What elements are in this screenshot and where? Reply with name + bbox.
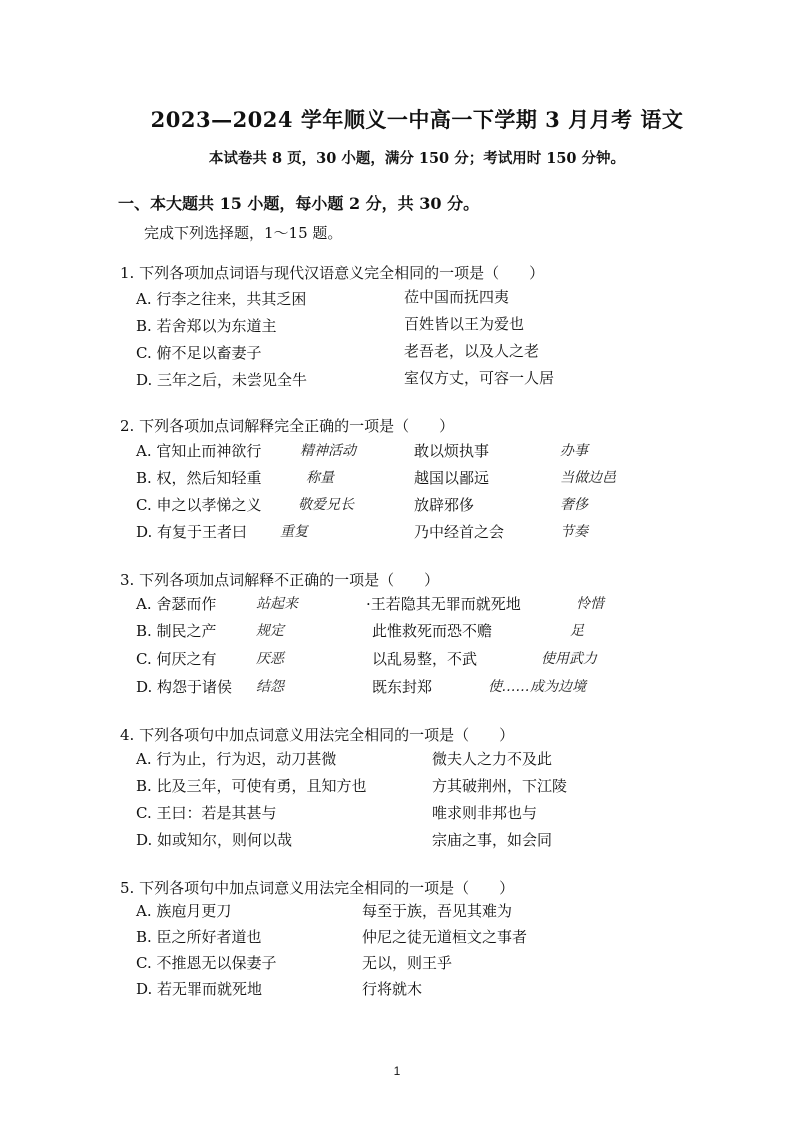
q3-option-a-note-left: 站起来 bbox=[256, 596, 298, 612]
question-1-stem: 1. 下列各项加点词语与现代汉语意义完全相同的一项是（ ） bbox=[120, 264, 545, 282]
q2-option-c-left: C. 申之以孝悌之义 bbox=[136, 496, 262, 514]
q3-option-b-left: B. 制民之产 bbox=[136, 622, 217, 640]
q2-option-a-left: A. 官知止而神欲行 bbox=[136, 442, 262, 460]
q2-option-b-right: 越国以鄙远 bbox=[414, 469, 490, 487]
q5-option-d-right: 行将就木 bbox=[362, 980, 423, 998]
page-number: 1 bbox=[393, 1064, 401, 1078]
q3-option-c-left: C. 何厌之有 bbox=[136, 650, 217, 668]
q2-option-d-note-right: 节奏 bbox=[560, 524, 588, 540]
q5-option-b-left: B. 臣之所好者道也 bbox=[136, 928, 262, 946]
q3-option-d-right: 既东封郑 bbox=[372, 678, 433, 696]
q5-option-a-left: A. 族庖月更刀 bbox=[136, 902, 232, 920]
question-4-stem: 4. 下列各项句中加点词意义用法完全相同的一项是（ ） bbox=[120, 726, 515, 744]
q1-option-a-right: 莅中国而抚四夷 bbox=[404, 288, 510, 306]
section-heading: 一、本大题共 15 小题，每小题 2 分，共 30 分。 bbox=[118, 194, 480, 213]
q5-option-c-right: 无以，则王乎 bbox=[362, 954, 453, 972]
q2-option-b-note-right: 当做边邑 bbox=[560, 470, 616, 486]
section-instruction: 完成下列选择题，1～15 题。 bbox=[144, 224, 343, 242]
q4-option-a-left: A. 行为止，行为迟，动刀甚微 bbox=[136, 750, 337, 768]
q1-option-a-left: A. 行李之往来，共其乏困 bbox=[136, 290, 307, 308]
q4-option-d-left: D. 如或知尔，则何以哉 bbox=[136, 831, 293, 849]
q1-option-d-right: 室仅方丈，可容一人居 bbox=[404, 369, 555, 387]
q1-option-c-right: 老吾老，以及人之老 bbox=[404, 342, 540, 360]
q2-option-a-note-right: 办事 bbox=[560, 443, 588, 459]
q2-option-c-right: 放辟邪侈 bbox=[414, 496, 475, 514]
question-3-stem: 3. 下列各项加点词解释不正确的一项是（ ） bbox=[120, 571, 440, 589]
q5-option-d-left: D. 若无罪而就死地 bbox=[136, 980, 263, 998]
q2-option-d-right: 乃中经首之会 bbox=[414, 523, 505, 541]
q4-option-c-left: C. 王曰：若是其甚与 bbox=[136, 804, 277, 822]
q2-option-c-note-left: 敬爱兄长 bbox=[298, 497, 354, 513]
q2-option-d-note-left: 重复 bbox=[280, 524, 308, 540]
exam-title: 2023—2024 学年顺义一中高一下学期 3 月月考 语文 bbox=[150, 107, 684, 132]
q2-option-d-left: D. 有复于王者曰 bbox=[136, 523, 248, 541]
q3-option-b-note-right: 足 bbox=[570, 623, 584, 639]
q3-option-a-left: A. 舍瑟而作 bbox=[136, 595, 217, 613]
q5-option-a-right: 每至于族，吾见其难为 bbox=[362, 902, 513, 920]
q4-option-c-right: 唯求则非邦也与 bbox=[432, 804, 538, 822]
q3-option-d-note-right: 使……成为边境 bbox=[488, 679, 586, 695]
q5-option-b-right: 仲尼之徒无道桓文之事者 bbox=[362, 928, 528, 946]
q1-option-d-left: D. 三年之后，未尝见全牛 bbox=[136, 371, 308, 389]
exam-subtitle: 本试卷共 8 页，30 小题，满分 150 分；考试用时 150 分钟。 bbox=[208, 150, 626, 167]
q1-option-b-right: 百姓皆以王为爱也 bbox=[404, 315, 525, 333]
q1-option-b-left: B. 若舍郑以为东道主 bbox=[136, 317, 277, 335]
q3-option-c-note-left: 厌恶 bbox=[256, 651, 284, 667]
q5-option-c-left: C. 不推恩无以保妻子 bbox=[136, 954, 277, 972]
q2-option-c-note-right: 奢侈 bbox=[560, 497, 588, 513]
q4-option-b-right: 方其破荆州，下江陵 bbox=[432, 777, 568, 795]
q3-option-b-note-left: 规定 bbox=[256, 623, 284, 639]
q3-option-a-note-right: 怜惜 bbox=[576, 596, 604, 612]
q3-option-c-right: 以乱易整，不武 bbox=[372, 650, 478, 668]
q1-option-c-left: C. 俯不足以畜妻子 bbox=[136, 344, 262, 362]
q3-option-d-left: D. 构怨于诸侯 bbox=[136, 678, 233, 696]
question-5-stem: 5. 下列各项句中加点词意义用法完全相同的一项是（ ） bbox=[120, 879, 515, 897]
q3-option-c-note-right: 使用武力 bbox=[541, 651, 597, 667]
q4-option-d-right: 宗庙之事，如会同 bbox=[432, 831, 553, 849]
q2-option-b-left: B. 权，然后知轻重 bbox=[136, 469, 262, 487]
q3-option-a-right: ·王若隐其无罪而就死地 bbox=[366, 595, 521, 613]
q2-option-a-right: 敢以烦执事 bbox=[414, 442, 490, 460]
question-2-stem: 2. 下列各项加点词解释完全正确的一项是（ ） bbox=[120, 417, 455, 435]
q2-option-a-note-left: 精神活动 bbox=[300, 443, 356, 459]
q2-option-b-note-left: 称量 bbox=[306, 470, 334, 486]
q3-option-b-right: 此惟救死而恐不赡 bbox=[372, 622, 493, 640]
q4-option-a-right: 微夫人之力不及此 bbox=[432, 750, 553, 768]
q4-option-b-left: B. 比及三年，可使有勇，且知方也 bbox=[136, 777, 367, 795]
q3-option-d-note-left: 结怨 bbox=[256, 679, 284, 695]
